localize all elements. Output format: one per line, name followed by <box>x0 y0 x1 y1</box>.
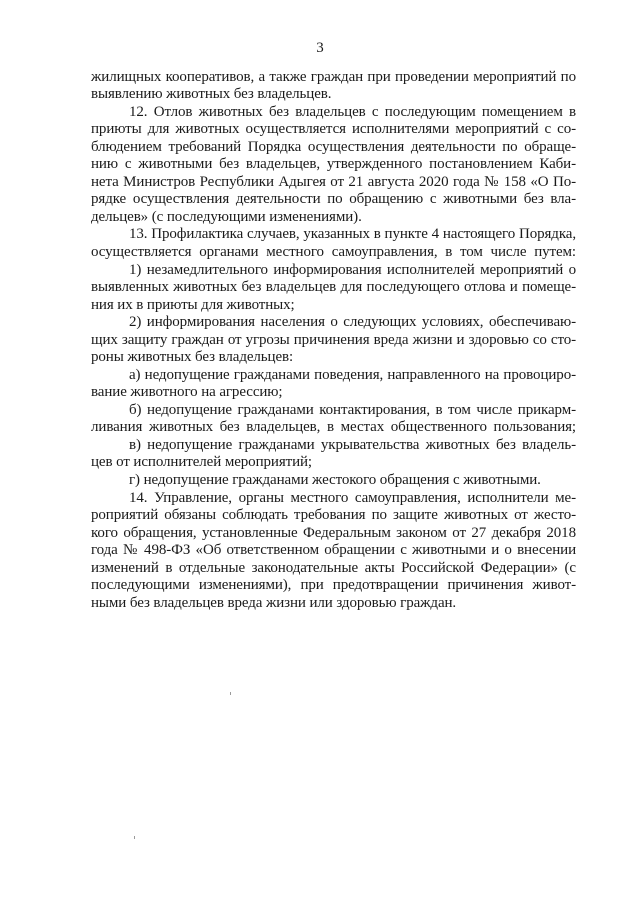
text-line: 13. Профилактика случаев, указанных в пункте 4 настоящего Порядка, <box>129 226 576 242</box>
scan-speck <box>230 692 231 695</box>
text-line: 2) информирования населения о следующих условиях, обеспечиваю- <box>129 314 576 330</box>
text-line: б) недопущение гражданами контактирования, в том числе прикарм- <box>129 402 576 418</box>
text-line: осуществляется органами местного самоуправления, в том числе путем: <box>91 244 576 260</box>
text-line: а) недопущение гражданами поведения, направленного на провоциро- <box>129 367 576 383</box>
text-line: цев от исполнителей мероприятий; <box>91 454 312 470</box>
text-line: ливания животных без владельцев, в местах общественного пользования; <box>91 419 576 435</box>
text-line: последующими изменениями), при предотвращении причинения живот- <box>91 577 576 593</box>
text-line: в) недопущение гражданами укрывательства животных без владель- <box>129 437 576 453</box>
text-line: изменений в отдельные законодательные акты Российской Федерации» (с <box>91 560 576 576</box>
text-line: 12. Отлов животных без владельцев с последующим помещением в <box>129 104 576 120</box>
text-line: рядке осуществления деятельности по обращению с животными без вла- <box>91 191 576 207</box>
page-number: 3 <box>316 40 324 56</box>
text-line: нета Министров Республики Адыгея от 21 августа 2020 года № 158 «О По- <box>91 174 576 190</box>
text-line: дельцев» (с последующими изменениями). <box>91 209 362 225</box>
text-line: ными без владельцев вреда жизни или здоровью граждан. <box>91 595 457 611</box>
text-line: г) недопущение гражданами жестокого обращения с животными. <box>129 472 541 488</box>
text-line: щих защиту граждан от угрозы причинения вреда жизни и здоровью со сто- <box>91 332 576 348</box>
text-line: жилищных кооперативов, а также граждан при проведении мероприятий по <box>91 69 576 85</box>
text-line: 1) незамедлительного информирования исполнителей мероприятий о <box>129 262 576 278</box>
text-line: выявлению животных без владельцев. <box>91 86 332 102</box>
text-line: года № 498-ФЗ «Об ответственном обращении с животными и о внесении <box>91 542 576 558</box>
text-line: нию с животными без владельцев, утвержденного постановлением Каби- <box>91 156 576 172</box>
text-line: ния их в приюты для животных; <box>91 297 295 313</box>
text-line: роприятий обязаны соблюдать требования по защите животных от жесто- <box>91 507 576 523</box>
text-line: приюты для животных осуществляется исполнителями мероприятий с со- <box>91 121 576 137</box>
text-line: выявленных животных без владельцев для последующего отлова и помеще- <box>91 279 576 295</box>
text-line: блюдением требований Порядка осуществления деятельности по обраще- <box>91 139 576 155</box>
scan-speck <box>134 836 135 839</box>
text-line: вание животного на агрессию; <box>91 384 283 400</box>
text-line: 14. Управление, органы местного самоуправления, исполнители ме- <box>129 490 576 506</box>
text-line: роны животных без владельцев: <box>91 349 294 365</box>
text-line: кого обращения, установленные Федеральным законом от 27 декабря 2018 <box>91 525 576 541</box>
